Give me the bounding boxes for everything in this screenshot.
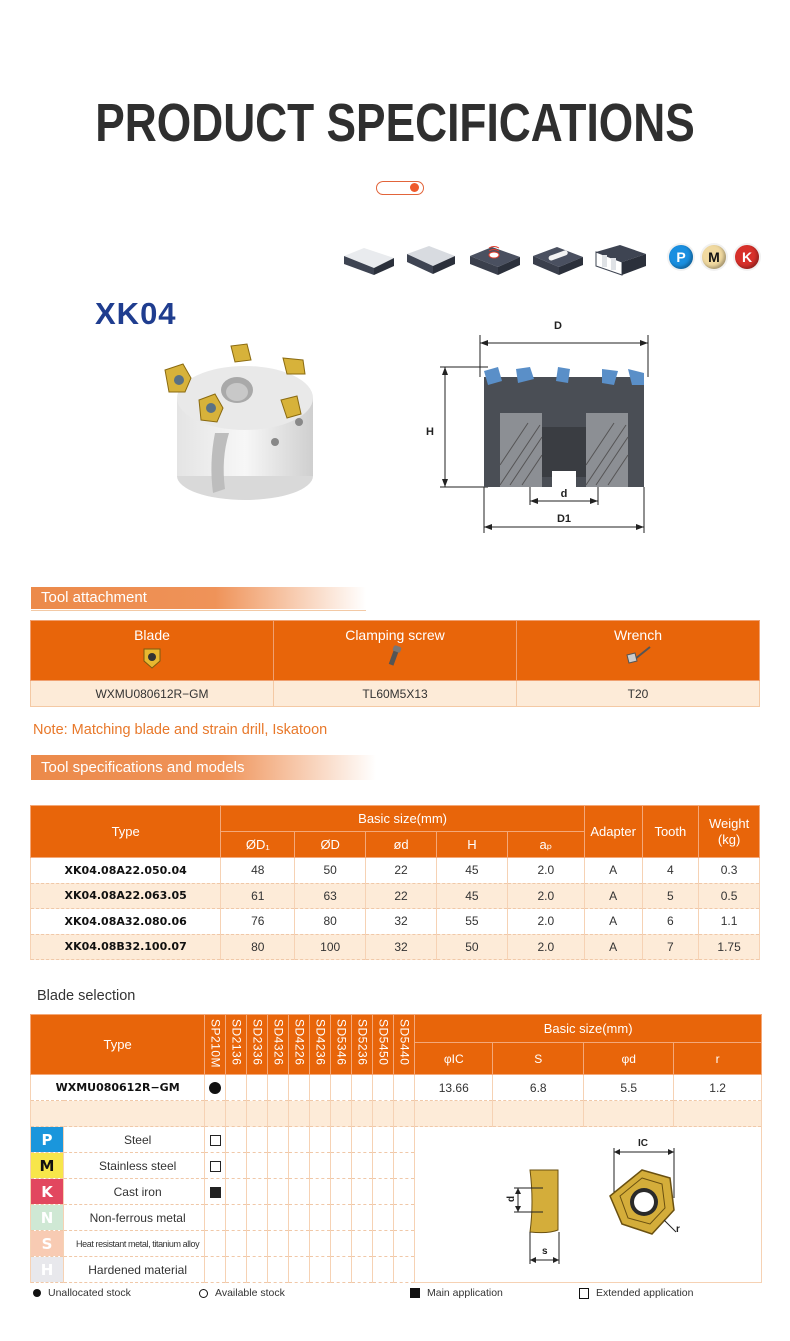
helical-drilling-icon bbox=[468, 242, 522, 276]
material-badge-p: P bbox=[669, 245, 693, 269]
blade-header-ic: φIC bbox=[415, 1043, 493, 1075]
svg-text:D1: D1 bbox=[556, 513, 572, 525]
table-row: XK04.08A22.063.05 61 63 22 45 2.0 A 5 0.5 bbox=[31, 883, 760, 909]
section-tool-attachment: Tool attachment bbox=[31, 587, 366, 609]
table-row: XK04.08A22.050.04 48 50 22 45 2.0 A 4 0.3 bbox=[31, 858, 760, 884]
grade-sd2336: SD2336 bbox=[250, 1019, 265, 1066]
attachment-wrench-header: Wrench bbox=[517, 621, 760, 681]
decorative-toggle bbox=[376, 181, 424, 195]
legend-unallocated: Unallocated stock bbox=[33, 1287, 131, 1299]
filled-square-icon bbox=[210, 1187, 221, 1198]
blade-selection-table bbox=[30, 1014, 762, 1283]
note-text: Note: Matching blade and strain drill, Iskatoon bbox=[33, 722, 328, 738]
material-badge-m: M bbox=[702, 245, 726, 269]
table-row: XK04.08B32.100.07 80 100 32 50 2.0 A 7 1.75 bbox=[31, 934, 760, 960]
legend-main-application: Main application bbox=[410, 1287, 503, 1299]
svg-text:IC: IC bbox=[638, 1138, 649, 1149]
specs-header-ap: aₚ bbox=[507, 832, 584, 858]
attachment-blade-value: WXMU080612R−GM bbox=[31, 681, 274, 707]
grade-sd4236: SD4236 bbox=[313, 1019, 328, 1066]
tool-attachment-table bbox=[30, 620, 760, 707]
svg-text:D: D bbox=[554, 320, 562, 332]
blade-header-d: φd bbox=[584, 1043, 674, 1075]
grade-sd4226: SD4226 bbox=[292, 1019, 307, 1066]
grade-sd2136: SD2136 bbox=[229, 1019, 244, 1066]
grade-sd5236: SD5236 bbox=[355, 1019, 370, 1066]
section-tool-specs: Tool specifications and models bbox=[31, 755, 376, 780]
slot-milling-icon bbox=[531, 242, 585, 276]
profile-milling-icon bbox=[594, 242, 648, 276]
specs-header-tooth: Tooth bbox=[642, 806, 699, 858]
attachment-screw-header: Clamping screw bbox=[274, 621, 517, 681]
material-row-m: M Stainless steel bbox=[31, 1153, 762, 1179]
material-row-s: S Heat resistant metal, titanium alloy bbox=[31, 1231, 762, 1257]
open-square-icon bbox=[210, 1135, 221, 1146]
blade-header-s: S bbox=[493, 1043, 584, 1075]
open-square-icon bbox=[210, 1161, 221, 1172]
grade-sd5346: SD5346 bbox=[334, 1019, 349, 1066]
grade-sd4326: SD4326 bbox=[271, 1019, 286, 1066]
blade-insert-icon bbox=[142, 647, 162, 669]
face-milling-icon bbox=[342, 242, 396, 276]
blade-header-r: r bbox=[674, 1043, 762, 1075]
specs-header-d: ød bbox=[366, 832, 437, 858]
milling-cutter-photo bbox=[155, 338, 325, 508]
svg-text:d: d bbox=[506, 1195, 518, 1202]
attachment-wrench-value: T20 bbox=[517, 681, 760, 707]
specs-header-adapter: Adapter bbox=[584, 806, 642, 858]
filled-circle-icon bbox=[209, 1082, 221, 1094]
open-circle-icon bbox=[199, 1289, 208, 1298]
material-badges bbox=[669, 245, 759, 269]
material-row-h: H Hardened material bbox=[31, 1257, 762, 1283]
attachment-blade-header: Blade bbox=[31, 621, 274, 681]
blade-header-basic-size: Basic size(mm) bbox=[415, 1015, 762, 1043]
svg-text:s: s bbox=[542, 1246, 548, 1257]
grade-sd5440: SD5440 bbox=[397, 1019, 412, 1066]
dimension-diagram bbox=[418, 315, 658, 535]
svg-text:r: r bbox=[676, 1224, 681, 1235]
filled-square-icon bbox=[410, 1288, 420, 1298]
svg-text:H: H bbox=[426, 426, 434, 438]
blade-selection-title: Blade selection bbox=[37, 988, 136, 1004]
open-square-icon bbox=[579, 1288, 589, 1299]
table-row: XK04.08A32.080.06 76 80 32 55 2.0 A 6 1.1 bbox=[31, 909, 760, 935]
clamping-screw-icon bbox=[385, 645, 405, 667]
insert-diagram bbox=[418, 1128, 758, 1278]
specs-header-d1: ØD₁ bbox=[221, 832, 295, 858]
grade-sp210m: SP210M bbox=[208, 1019, 223, 1069]
grade-sd5450: SD5450 bbox=[376, 1019, 391, 1066]
shoulder-milling-icon bbox=[405, 242, 459, 276]
blade-header-type: Type bbox=[31, 1015, 205, 1075]
filled-circle-icon bbox=[33, 1289, 41, 1297]
material-row-k: K Cast iron bbox=[31, 1179, 762, 1205]
table-row: WXMU080612R−GM 13.66 6.8 5.5 1.2 bbox=[31, 1075, 762, 1101]
legend-available: Available stock bbox=[199, 1287, 285, 1299]
legend-extended-application: Extended application bbox=[579, 1287, 694, 1299]
attachment-screw-value: TL60M5X13 bbox=[274, 681, 517, 707]
material-badge-k: K bbox=[735, 245, 759, 269]
specs-header-weight: Weight (kg) bbox=[699, 806, 760, 858]
machining-icons bbox=[342, 242, 648, 276]
specs-header-D: ØD bbox=[295, 832, 366, 858]
product-model: XK04 bbox=[95, 296, 177, 331]
wrench-icon bbox=[625, 645, 651, 667]
page-title: PRODUCT SPECIFICATIONS bbox=[95, 93, 695, 153]
specs-header-H: H bbox=[437, 832, 508, 858]
svg-text:d: d bbox=[560, 488, 568, 500]
specs-table bbox=[30, 805, 760, 960]
specs-header-type: Type bbox=[31, 806, 221, 858]
material-row-n: N Non-ferrous metal bbox=[31, 1205, 762, 1231]
specs-header-basic-size: Basic size(mm) bbox=[221, 806, 584, 832]
material-row-p: P Steel d s IC r bbox=[31, 1127, 762, 1153]
